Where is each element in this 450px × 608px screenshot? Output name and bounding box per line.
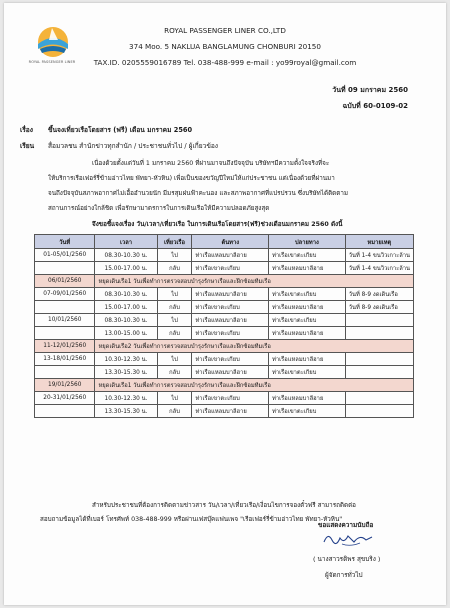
cell-time: 10.30-12.30 น. <box>95 353 157 366</box>
cell-note: วันที่ 1-4 ขนวิวเกาะล้าน <box>345 262 413 275</box>
cell-time: 08.30-10.30 น. <box>95 314 157 327</box>
body-line-3: จนถึงปัจจุบันสภาพอากาศไม่เอื้ออำนวยนัก มีมรสุมฝนฟ้าคะนอง และสภาพอากาศที่แปรปรวน ซึ่งบริษัทได้ติดตาม <box>48 190 349 197</box>
cell-time: 10.30-12.30 น. <box>95 392 157 405</box>
cell-date <box>35 301 95 314</box>
table-row <box>35 262 414 275</box>
cell-trip: ไป <box>157 288 192 301</box>
cell-date: 10/01/2560 <box>35 314 95 327</box>
cell-trip: กลับ <box>157 405 192 418</box>
cell-origin: ท่าเรือแหลมบาลีฮาย <box>192 288 269 301</box>
cell-trip: กลับ <box>157 262 192 275</box>
table-row <box>35 405 414 418</box>
table-row <box>35 288 414 301</box>
cell-date <box>35 405 95 418</box>
header-note: หมายเหตุ <box>345 235 413 249</box>
cell-destination: ท่าเรือเขาตะเกียบ <box>269 405 346 418</box>
document-number: ฉบับที่ 60-0109-02 <box>342 102 408 110</box>
schedule-table <box>34 234 414 418</box>
body-line-5: จึงขอชี้แจงเรื่อง วัน/เวลา/เที่ยวเรือ ในการเดินเรือโดยสาร(ฟรี)ช่วงเดือนมกราคม 2560 ดังนี้ <box>92 221 343 228</box>
table-row <box>35 353 414 366</box>
cell-time: 13.00-15.00 น. <box>95 327 157 340</box>
company-address: 374 Moo. 5 NAKLUA BANGLAMUNG CHONBURI 20150 <box>129 42 321 51</box>
cell-origin: ท่าเรือแหลมบาลีฮาย <box>192 366 269 379</box>
header-origin: ต้นทาง <box>192 235 269 249</box>
cell-trip: กลับ <box>157 301 192 314</box>
holiday-row <box>35 379 414 392</box>
signer-position: ผู้จัดการทั่วไป <box>325 571 363 579</box>
cell-date: 20-31/01/2560 <box>35 392 95 405</box>
signer-name: ( นางสาวรติพร สุขบริง ) <box>313 555 381 563</box>
company-name: ROYAL PASSENGER LINER CO.,LTD <box>164 26 286 35</box>
subject-value: ขึ้นจงเที่ยวเรือโดยสาร (ฟรี) เดือน มกราคม 2560 <box>48 126 193 134</box>
cell-time: 15.00-17.00 น. <box>95 262 157 275</box>
logo-caption: ROYAL PASSENGER LINER <box>28 60 76 64</box>
closing-text: ขอแสดงความนับถือ <box>318 521 374 529</box>
cell-trip: ไป <box>157 392 192 405</box>
cell-origin: ท่าเรือเขาตะเกียบ <box>192 262 269 275</box>
subject-label: เรื่อง <box>20 126 33 134</box>
cell-holiday-note: หยุดเดินเรือ1 วันเพื่อทำการตรวจสอบบำรุงรักษาเรือและฝึกซ้อมทีมเรือ <box>95 379 414 392</box>
cell-note: วันที่ 8-9 งดเดินเรือ <box>345 288 413 301</box>
holiday-row <box>35 275 414 288</box>
cell-destination: ท่าเรือแหลมบาลีฮาย <box>269 327 346 340</box>
cell-time: 13.30-15.30 น. <box>95 405 157 418</box>
cell-trip: ไป <box>157 353 192 366</box>
cell-destination: ท่าเรือเขาตะเกียบ <box>269 314 346 327</box>
document-date: วันที่ 09 มกราคม 2560 <box>332 86 408 94</box>
cell-destination: ท่าเรือเขาตะเกียบ <box>269 366 346 379</box>
cell-holiday-note: หยุดเดินเรือ2 วันเพื่อทำการตรวจสอบบำรุงรักษาเรือและฝึกซ้อมทีมเรือ <box>95 340 414 353</box>
cell-note: วันที่ 1-4 ขนวิวเกาะล้าน <box>345 249 413 262</box>
header-destination: ปลายทาง <box>269 235 346 249</box>
cell-time: 08.30-10.30 น. <box>95 249 157 262</box>
cell-trip: กลับ <box>157 327 192 340</box>
holiday-row <box>35 340 414 353</box>
to-value: สื่อมวลชน สำนักข่าวทุกสำนัก / ประชาชนทั่วไป / ผู้เกี่ยวข้อง <box>48 142 219 150</box>
table-row <box>35 314 414 327</box>
cell-time: 15.00-17.00 น. <box>95 301 157 314</box>
cell-note <box>345 327 413 340</box>
cell-note <box>345 392 413 405</box>
cell-time: 08.30-10.30 น. <box>95 288 157 301</box>
cell-date: 06/01/2560 <box>35 275 95 288</box>
cell-origin: ท่าเรือแหลมบาลีฮาย <box>192 405 269 418</box>
table-row <box>35 249 414 262</box>
cell-destination: ท่าเรือแหลมบาลีฮาย <box>269 262 346 275</box>
cell-destination: ท่าเรือเขาตะเกียบ <box>269 249 346 262</box>
cell-destination: ท่าเรือแหลมบาลีฮาย <box>269 301 346 314</box>
to-label: เรียน <box>20 142 35 150</box>
cell-date: 19/01/2560 <box>35 379 95 392</box>
header-time: เวลา <box>95 235 157 249</box>
cell-date <box>35 327 95 340</box>
body-line-2: ให้บริการเรือเฟอร์รี่ข้ามอ่าวไทย พัทยา-หัวหิน) เพื่อเป็นของขวัญปีใหม่ให้แก่ประชาชน แต่เนื่องด้วยที่ผ่านมา <box>48 175 335 182</box>
cell-note <box>345 366 413 379</box>
header-trip: เที่ยวเรือ <box>157 235 192 249</box>
cell-date: 07-09/01/2560 <box>35 288 95 301</box>
cell-destination: ท่าเรือเขาตะเกียบ <box>269 288 346 301</box>
cell-date <box>35 262 95 275</box>
cell-trip: กลับ <box>157 366 192 379</box>
footer-line-2: สอบถามข้อมูลได้ที่เบอร์ โทรศัพท์ 038-488-999 หรือผ่านเฟสบุ๊คแฟนเพจ "เรือเฟอร์รี่ข้ามอ่าวไทย พัทยา-หัวหิน" <box>40 516 343 523</box>
cell-note <box>345 405 413 418</box>
cell-origin: ท่าเรือเขาตะเกียบ <box>192 353 269 366</box>
body-line-4: สถานการณ์อย่างใกล้ชิด เพื่อรักษามาตรการในการเดินเรือให้มีความปลอดภัยสูงสุด <box>48 205 270 212</box>
cell-destination: ท่าเรือแหลมบาลีฮาย <box>269 353 346 366</box>
cell-date <box>35 366 95 379</box>
cell-note <box>345 353 413 366</box>
company-contact: TAX.ID. 0205559016789 Tel. 038-488-999 e-mail : yo99royal@gmail.com <box>93 58 357 67</box>
handwritten-signature-icon <box>320 528 380 550</box>
cell-time: 13.30-15.30 น. <box>95 366 157 379</box>
cell-date: 11-12/01/2560 <box>35 340 95 353</box>
cell-date: 13-18/01/2560 <box>35 353 95 366</box>
cell-destination: ท่าเรือแหลมบาลีฮาย <box>269 392 346 405</box>
table-row <box>35 301 414 314</box>
body-line-1: เนื่องด้วยตั้งแต่วันที่ 1 มกราคม 2560 ที่ผ่านมาจนถึงปัจจุบัน บริษัทฯมีความตั้งใจจริงที่จะ <box>92 160 330 167</box>
table-row <box>35 366 414 379</box>
cell-origin: ท่าเรือเขาตะเกียบ <box>192 392 269 405</box>
footer-line-1: สำหรับประชาชนที่ต้องการติดตามข่าวสาร วัน/เวลา/เที่ยวเรือ/เงื่อนไขการจองตั๋วฟรี สามารถติดต่อ <box>92 502 356 509</box>
cell-origin: ท่าเรือแหลมบาลีฮาย <box>192 314 269 327</box>
table-header-row <box>35 235 414 249</box>
cell-trip: ไป <box>157 314 192 327</box>
cell-origin: ท่าเรือแหลมบาลีฮาย <box>192 249 269 262</box>
cell-trip: ไป <box>157 249 192 262</box>
cell-origin: ท่าเรือเขาตะเกียบ <box>192 327 269 340</box>
table-row <box>35 392 414 405</box>
cell-origin: ท่าเรือเขาตะเกียบ <box>192 301 269 314</box>
header-date: วันที่ <box>35 235 95 249</box>
cell-holiday-note: หยุดเดินเรือ1 วันเพื่อทำการตรวจสอบบำรุงรักษาเรือและฝึกซ้อมทีมเรือ <box>95 275 414 288</box>
cell-note <box>345 314 413 327</box>
table-row <box>35 327 414 340</box>
cell-note: วันที่ 8-9 งดเดินเรือ <box>345 301 413 314</box>
cell-date: 01-05/01/2560 <box>35 249 95 262</box>
